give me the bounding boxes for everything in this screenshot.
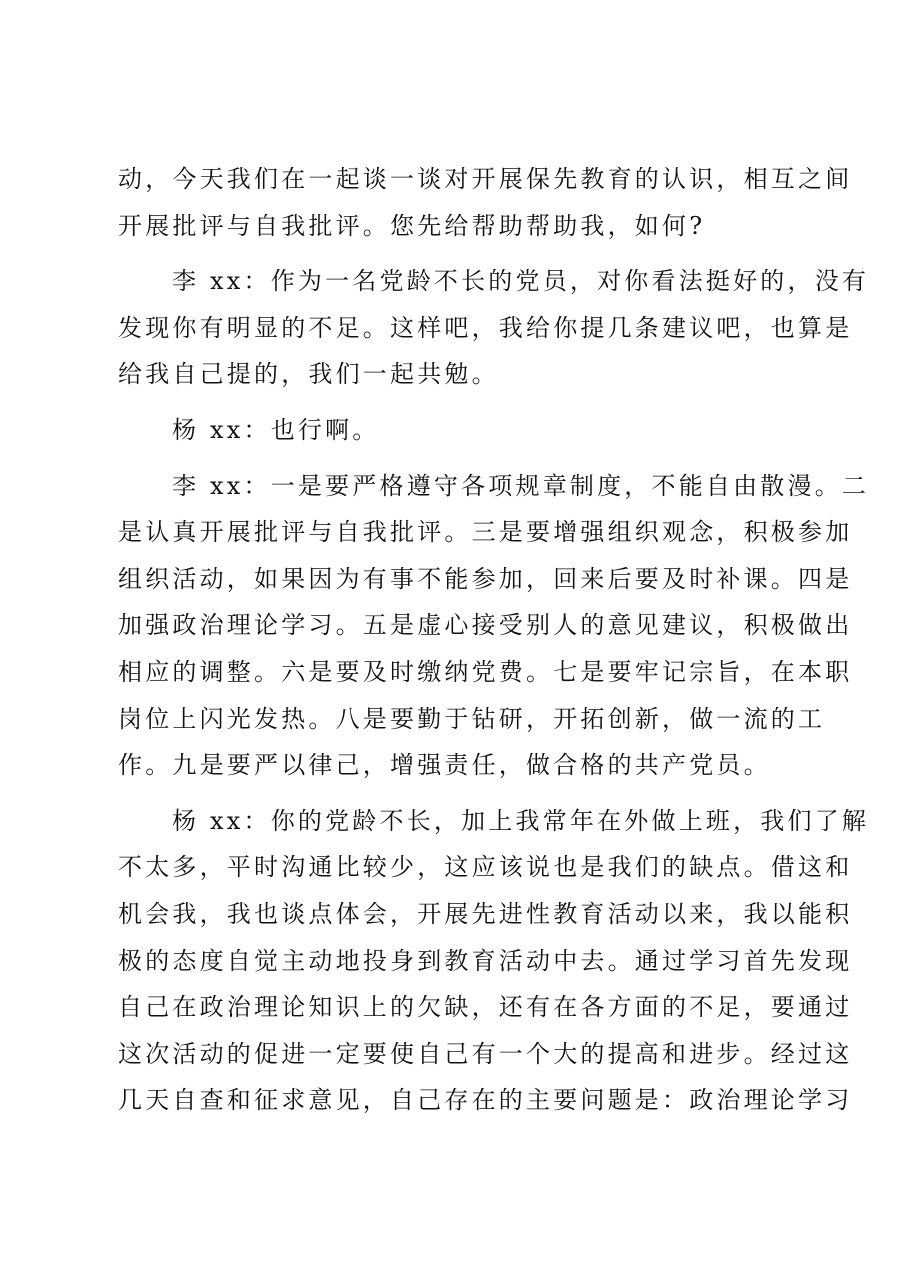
text-line: 作。九是要严以律己，增强责任，做合格的共产党员。	[118, 751, 771, 780]
text-line: 开展批评与自我批评。您先给帮助帮助我，如何?	[118, 211, 706, 240]
text-line: 发现你有明显的不足。这样吧，我给你提几条建议吧，也算是	[118, 313, 853, 342]
text-line: 机会我，我也谈点体会，开展先进性教育活动以来，我以能积	[118, 899, 853, 928]
text-line: 岗位上闪光发热。八是要勤于钻研，开拓创新，做一流的工	[118, 704, 826, 733]
text-line: 加强政治理论学习。五是虚心接受别人的意见建议，积极做出	[118, 611, 853, 640]
text-line: 给我自己提的，我们一起共勉。	[118, 360, 499, 389]
paragraph-start-li: 李 xx：一是要严格遵守各项规章制度，不能自由散漫。二	[172, 471, 870, 500]
paragraph-start-yang: 杨 xx：也行啊。	[172, 415, 380, 444]
text-line: 极的态度自觉主动地投身到教育活动中去。通过学习首先发现	[118, 946, 853, 975]
paragraph-start-yang: 杨 xx：你的党龄不长，加上我常年在外做上班，我们了解	[172, 806, 870, 835]
paragraph-start-li: 李 xx：作为一名党龄不长的党员，对你看法挺好的，没有	[172, 267, 870, 296]
text-line: 是认真开展批评与自我批评。三是要增强组织观念，积极参加	[118, 518, 853, 547]
text-line: 这次活动的促进一定要使自己有一个大的提高和进步。经过这	[118, 1039, 853, 1068]
text-line: 自己在政治理论知识上的欠缺，还有在各方面的不足，要通过	[118, 993, 853, 1022]
document-body	[118, 156, 870, 1124]
text-line: 组织活动，如果因为有事不能参加，回来后要及时补课。四是	[118, 564, 853, 593]
text-line: 相应的调整。六是要及时缴纳党费。七是要牢记宗旨，在本职	[118, 657, 853, 686]
text-line: 不太多，平时沟通比较少，这应该说也是我们的缺点。借这和	[118, 853, 853, 882]
text-line: 几天自查和征求意见，自己存在的主要问题是：政治理论学习	[118, 1086, 853, 1115]
text-line: 动，今天我们在一起谈一谈对开展保先教育的认识，相互之间	[118, 165, 853, 193]
